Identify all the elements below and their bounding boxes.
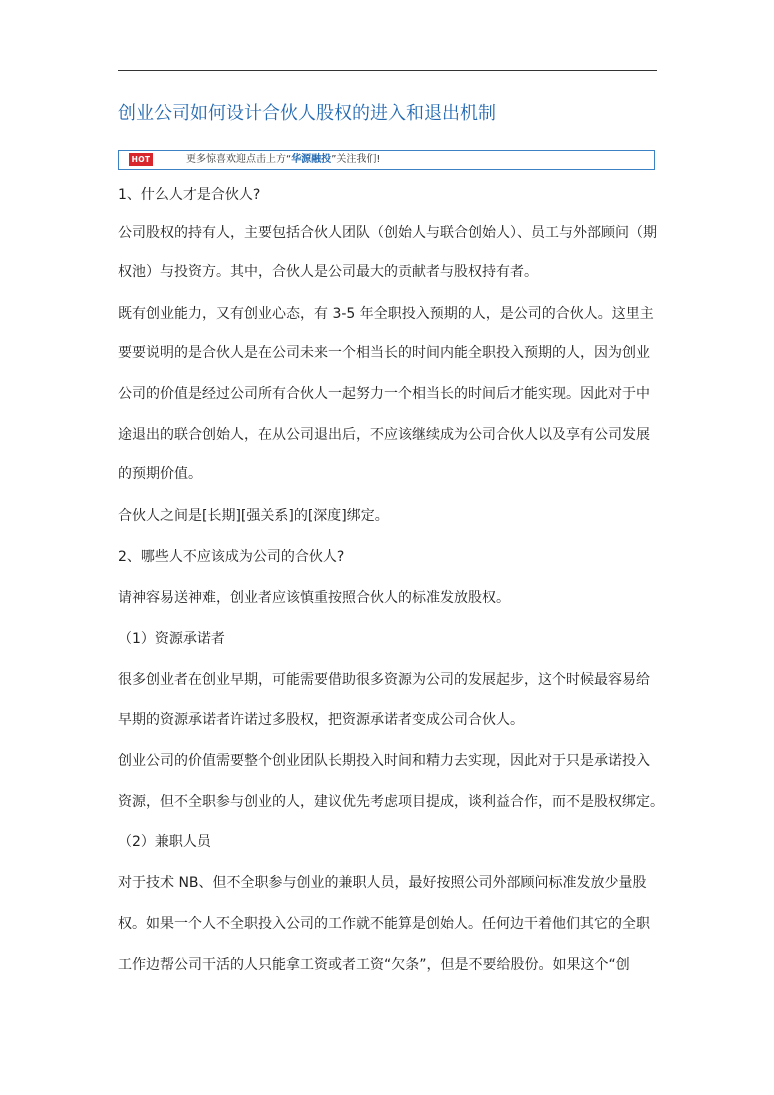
section-heading: 2、哪些人不应该成为公司的合伙人? (118, 549, 345, 565)
paragraph-line: 合伙人之间是[长期][强关系]的[深度]绑定。 (118, 508, 389, 524)
banner-text-after: ”关注我们! (331, 154, 381, 165)
paragraph-line: 创业公司的价值需要整个创业团队长期投入时间和精力去实现，因此对于只是承诺投入 (118, 753, 650, 769)
section-heading: 1、什么人才是合伙人? (118, 187, 261, 203)
paragraph-line: 的预期价值。 (118, 466, 202, 482)
paragraph-line: 公司的价值是经过公司所有合伙人一起努力一个相当长的时间后才能实现。因此对于中 (118, 386, 650, 402)
paragraph-line: 途退出的联合创始人，在从公司退出后，不应该继续成为公司合伙人以及享有公司发展 (118, 427, 650, 443)
follow-banner[interactable] (118, 150, 655, 170)
paragraph-line: 权。如果一个人不全职投入公司的工作就不能算是创始人。任何边干着他们其它的全职 (118, 916, 650, 932)
paragraph-line: 权池）与投资方。其中，合伙人是公司最大的贡献者与股权持有者。 (118, 264, 538, 280)
paragraph-line: 既有创业能力，又有创业心态，有 3-5 年全职投入预期的人，是公司的合伙人。这里主 (118, 306, 654, 322)
paragraph-line: 公司股权的持有人，主要包括合伙人团队（创始人与联合创始人）、员工与外部顾问（期 (118, 225, 657, 241)
paragraph-line: 对于技术 NB、但不全职参与创业的兼职人员，最好按照公司外部顾问标准发放少量股 (118, 875, 647, 891)
paragraph-line: 工作边帮公司干活的人只能拿工资或者工资“欠条”，但是不要给股份。如果这个“创 (118, 957, 630, 973)
subsection-heading: （2）兼职人员 (118, 834, 211, 850)
paragraph-line: 资源，但不全职参与创业的人，建议优先考虑项目提成，谈利益合作，而不是股权绑定。 (118, 794, 664, 810)
paragraph-line: 要要说明的是合伙人是在公司未来一个相当长的时间内能全职投入预期的人，因为创业 (118, 345, 650, 361)
paragraph-line: 很多创业者在创业早期，可能需要借助很多资源为公司的发展起步，这个时候最容易给 (118, 672, 650, 688)
banner-text (186, 151, 380, 169)
paragraph-line: 早期的资源承诺者许诺过多股权，把资源承诺者变成公司合伙人。 (118, 712, 524, 728)
top-divider (118, 70, 657, 71)
hot-badge: HOT (129, 153, 153, 166)
article-title: 创业公司如何设计合伙人股权的进入和退出机制 (118, 103, 496, 124)
brand-link[interactable]: 华源融投 (291, 154, 332, 165)
subsection-heading: （1）资源承诺者 (118, 631, 225, 647)
paragraph-line: 请神容易送神难，创业者应该慎重按照合伙人的标准发放股权。 (118, 590, 510, 606)
banner-text-before: 更多惊喜欢迎点击上方“ (186, 154, 292, 165)
